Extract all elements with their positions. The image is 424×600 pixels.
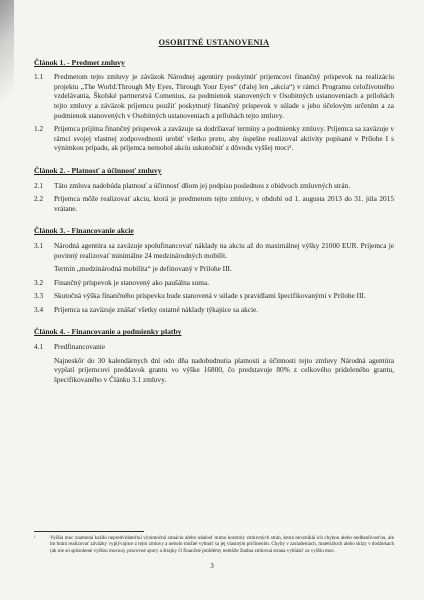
paragraph: [34, 181, 394, 191]
paragraph-text: Predmetom tejto zmluvy je záväzok Národnej agentúry poskytnúť prijemcovi finančný príspevok na realizáciu projektu „The World:Through My Eyes, Through Your Eyes“ (ďalej len „akcia“) v rámci Programu celoživotného vzdelávania, Školské partnerstvá Comenius, za podmienok stanovených v Osobitných ustanoveniach a prílohách tejto zmluvy a záväzok príjemcu použiť poskytnutý finančný príspevok v súlade s jeho účelovým určením a za podmienok stanovených v Osobitných ustanoveniach a prílohách tejto zmluvy.: [54, 72, 394, 120]
footnote-separator: [34, 531, 144, 532]
footnote-number: ¹: [34, 535, 36, 541]
paragraph: [34, 291, 394, 301]
paragraph-text: Predfinancovanie: [54, 342, 106, 352]
footnote-text: Vyššia moc znamená každú nepredvídateľnú výnimočnú situáciu alebo udalosť mimo kontroly zmluvných strán, ktorá nevzniklá ich chybou alebo nedbanlivosťou, ale im bráni realizovať záväzky vyplývajúce z tejto zmluvy a nebolo možné vyhnúť sa jej vlastným pričinením. Chyby v zariadeniach, materiáloch alebo sklzy v dodávkach (ak nie sú spôsobené vyššou mocou), pracovné spory a štrajky či finančné problémy nemôže žiadna zmluvná strana vyhlásiť za vyššiu moc.: [50, 535, 394, 554]
paragraph-number: 3.4: [34, 304, 44, 314]
paragraph: [34, 241, 394, 260]
paragraph: [34, 342, 394, 352]
paragraph-text: Táto zmluva nadobúda platnosť a účinnosť dňom jej podpisu poslednou z obidvoch zmluvných strán.: [54, 180, 351, 190]
paragraph-text: Národná agentúra sa zaväzuje spolufinancovať náklady na akciu až do maximálnej výšky 21000 EUR. Príjemca je povinný realizovať minimálne 24 medzinárodných mobilít.: [54, 240, 394, 260]
paragraph: [34, 194, 394, 213]
paragraph-continuation: Najneskôr do 30 kalendárnych dní odo dňa nadobudnutia platnosti a účinnosti tejto zmluvy Národná agentúra vyplatí príjemcovi preddavok grantu vo výške 16800, čo predstavuje 80% z celkového prideleného grantu, špecifikovaného v Článku 3.1 zmluvy.: [54, 355, 394, 384]
paragraph-number: 3.1: [34, 240, 44, 250]
article-heading: Článok 4. - Financovanie a podmienky platby: [34, 327, 182, 337]
paragraph-text: Príjemca sa zaväzuje znášať všetky ostatné náklady týkajúce sa akcie.: [54, 304, 259, 314]
paragraph-number: 1.1: [34, 72, 44, 82]
article-3: [34, 226, 394, 314]
paragraph-number: 2.1: [34, 180, 44, 190]
paragraph: [34, 305, 394, 315]
article-1: [34, 58, 394, 153]
document-page: [34, 38, 394, 397]
paragraph-number: 3.2: [34, 277, 44, 287]
section-title: OSOBITNÉ USTANOVENIA: [158, 38, 270, 47]
footnote: [34, 535, 394, 554]
article-2: [34, 166, 394, 213]
paragraph-number: 4.1: [34, 342, 44, 352]
paragraph-number: 2.2: [34, 194, 44, 204]
page-number: 3: [210, 562, 214, 570]
article-heading: Článok 1. - Predmet zmluvy: [34, 57, 125, 67]
scan-edge-shadow: [0, 0, 14, 120]
paragraph-text: Skutočná výška finančného príspevku bude stanovená v súlade s pravidlami špecifikovanými v Prílohe III.: [54, 291, 366, 301]
paragraph: [34, 124, 394, 153]
paragraph-text: Príjemca prijíma finančný príspevok a zaväzuje sa dodržiavať termíny a podmienky zmluvy. Príjemca sa zaväzuje v rámci svojej vlastnej zodpovednosti urobiť všetko preto, aby úspešne realizoval aktivity popísané v Prílohe I s výnimkou prípadu, ak príjemca nemohol akciu uskutočniť z dôvodu vyššej moci¹.: [54, 124, 394, 153]
paragraph: [34, 72, 394, 120]
article-heading: Článok 2. - Platnosť a účinnosť zmluvy: [34, 165, 162, 175]
paragraph-text: Finančný príspevok je stanovený ako paušálna suma.: [54, 277, 210, 287]
paragraph-continuation: Termín „medzinárodná mobilita“ je definovaný v Prílohe III.: [54, 264, 232, 274]
article-heading: Článok 3. - Financovanie akcie: [34, 226, 134, 236]
paragraph-number: 3.3: [34, 291, 44, 301]
article-4: [34, 327, 394, 384]
paragraph-number: 1.2: [34, 124, 44, 134]
paragraph-text: Príjemca môže realizovať akciu, ktorá je predmetom tejto zmluvy, v období od 1. augusta 2013 do 31. júla 2015 vrátane.: [54, 194, 394, 213]
paragraph: [34, 278, 394, 288]
